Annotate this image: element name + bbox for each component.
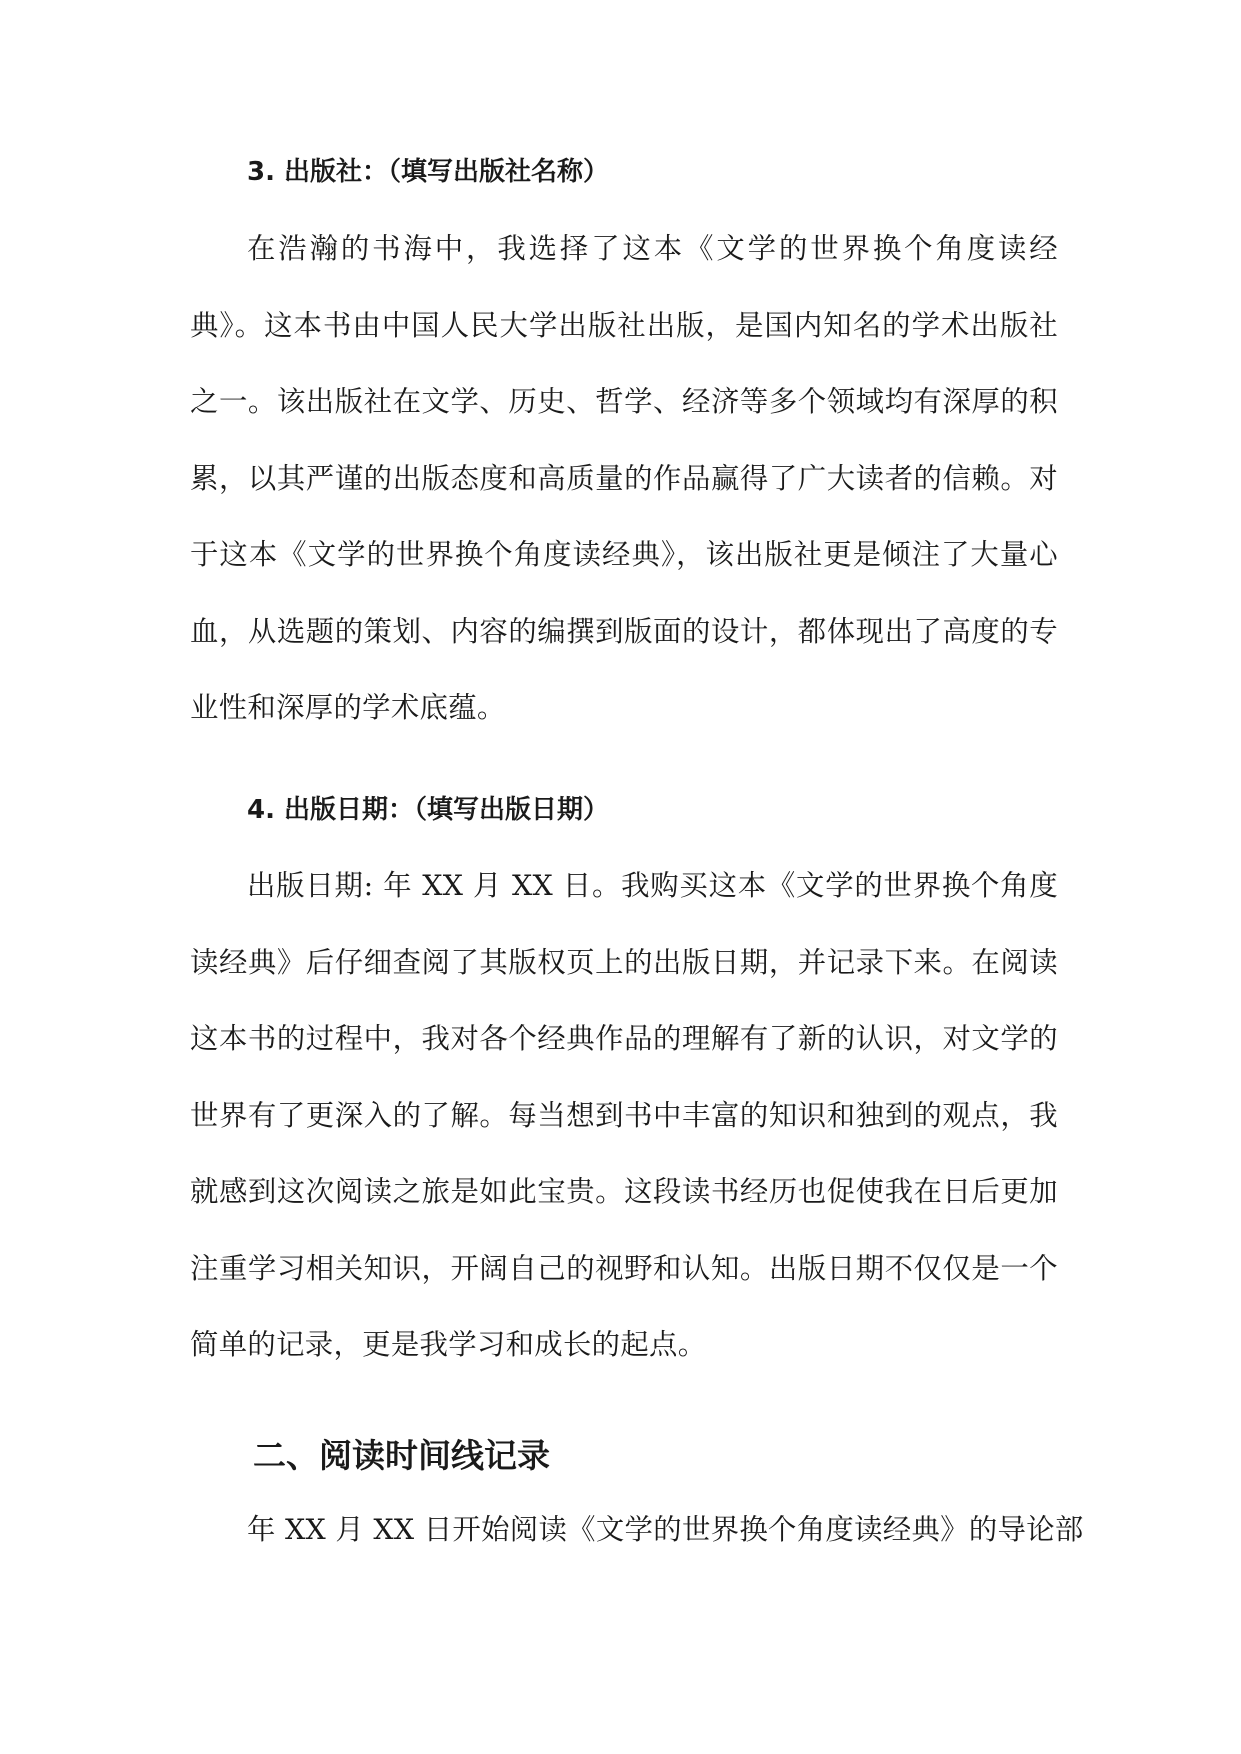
publication-date-paragraph: 出版日期: 年 XX 月 XX 日。我购买这本《文学的世界换个角度读经典》后仔细查阅了其版权页上的出版日期，并记录下来。在阅读这本书的过程中，我对各个经典作品的理解有了新的认识，对文学的世界有了更深入的了解。每当想到书中丰富的知识和独到的观点，我就感到这次阅读之旅是如此宝贵。这段读书经历也促使我在日后更加注重学习相关知识，开阔自己的视野和认知。出版日期不仅仅是一个简单的记录，更是我学习和成长的起点。 <box>190 869 1058 1361</box>
publisher-paragraph: 在浩瀚的书海中，我选择了这本《文学的世界换个角度读经典》。这本书由中国人民大学出版社出版，是国内知名的学术出版社之一。该出版社在文学、历史、哲学、经济等多个领域均有深厚的积累，以其严谨的出版态度和高质量的作品赢得了广大读者的信赖。对于这本《文学的世界换个角度读经典》，该出版社更是倾注了大量心血，从选题的策划、内容的编撰到版面的设计，都体现出了高度的专业性和深厚的学术底蕴。 <box>190 232 1058 724</box>
publisher-heading: 3. 出版社：（填写出版社名称） <box>247 157 610 187</box>
reading-timeline-title: 二、阅读时间线记录 <box>253 1436 550 1475</box>
reading-timeline-paragraph: 年 XX 月 XX 日开始阅读《文学的世界换个角度读经典》的导论部 <box>247 1513 1084 1546</box>
publication-date-heading: 4. 出版日期：（填写出版日期） <box>247 795 610 825</box>
